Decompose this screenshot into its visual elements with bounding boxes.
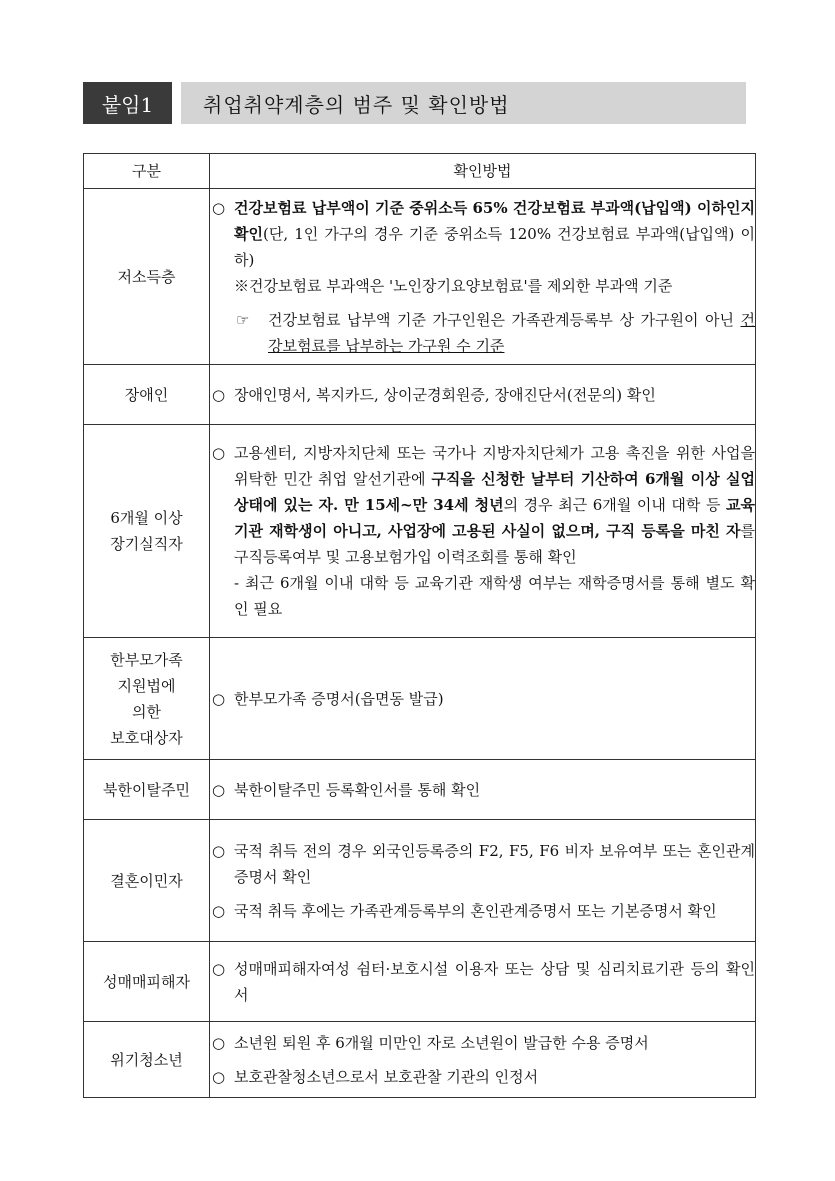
row-long-unemployed — [84, 425, 756, 638]
category-single-parent — [84, 638, 210, 760]
list-item — [210, 440, 755, 570]
method-defector — [210, 760, 756, 820]
circle-bullet-icon: ○ — [212, 780, 226, 799]
category-marriage-immigrant: 결혼이민자 — [84, 820, 210, 942]
item-text: 의 경우 최근 6개월 이내 대학 등 — [503, 496, 726, 514]
method-single-parent — [210, 638, 756, 760]
item-text: 고용센터, 지방자치단체 또는 국가나 지방자치단체가 고용 촉진을 위한 사업을 위탁한 민간 취업 알선기관에 — [234, 444, 755, 488]
item-text: 국적 취득 전의 경우 외국인등록증의 F2, F5, F6 비자 보유여부 또는 혼인관계증명서 확인 — [234, 841, 755, 886]
item-text: 건강보험료 납부액 기준 가구인원은 가족관계등록부 상 가구원이 아닌 — [268, 310, 741, 329]
underlined-text: 건강보험료를 납부하는 가구원 수 기준 — [268, 310, 755, 355]
item-text: 를 구직등록여부 및 고용보험가입 이력조회를 통해 확인 — [234, 522, 755, 566]
circle-bullet-icon: ○ — [212, 444, 226, 462]
bold-text: 구직을 신청한 날부터 기산하여 6개월 이상 실업상태에 있는 자. 만 15세~만 34세 청년 — [234, 470, 755, 514]
category-line: 장기실직자 — [110, 535, 183, 553]
circle-bullet-icon: ○ — [212, 959, 226, 978]
list-item — [210, 956, 755, 1008]
item-text: 소년원 퇴원 후 6개월 미만인 자로 소년원이 발급한 수용 증명서 — [234, 1033, 649, 1052]
category-at-risk-youth: 위기청소년 — [84, 1022, 210, 1098]
item-text: 보호관찰청소년으로서 보호관찰 기관의 인정서 — [234, 1067, 539, 1086]
pointing-hand-icon: ☞ — [236, 310, 250, 329]
row-single-parent — [84, 638, 756, 760]
category-table — [83, 153, 756, 1098]
category-line: 의한 — [132, 702, 161, 721]
header-category: 구분 — [84, 154, 210, 189]
list-item — [210, 777, 755, 803]
category-line: 지원법에 — [117, 676, 176, 695]
row-low-income — [84, 189, 756, 365]
category-line: 한부모가족 — [110, 650, 183, 669]
list-item — [210, 382, 755, 408]
category-line: 보호대상자 — [110, 728, 183, 747]
category-disabled: 장애인 — [84, 365, 210, 425]
list-item — [210, 195, 755, 273]
method-long-unemployed — [210, 425, 756, 638]
list-item — [210, 1030, 755, 1056]
title-bar — [83, 82, 746, 124]
item-text: 한부모가족 증명서(읍면동 발급) — [234, 689, 444, 708]
method-at-risk-youth — [210, 1022, 756, 1098]
sub-note: - 최근 6개월 이내 대학 등 교육기관 재학생 여부는 재학증명서를 통해 별도 확인 필요 — [234, 574, 755, 618]
row-trafficking-victim — [84, 942, 756, 1022]
row-marriage-immigrant — [84, 820, 756, 942]
method-marriage-immigrant — [210, 820, 756, 942]
bold-text: 건강보험료 납부액이 기준 중위소득 65% 건강보험료 부과액(납입액) 이하인지 확인 — [234, 198, 755, 243]
method-disabled — [210, 365, 756, 425]
list-item — [210, 1064, 755, 1090]
appendix-badge: 붙임1 — [83, 82, 172, 124]
row-at-risk-youth — [84, 1022, 756, 1098]
circle-bullet-icon: ○ — [212, 689, 226, 708]
list-item — [210, 898, 755, 924]
circle-bullet-icon: ○ — [212, 198, 226, 217]
circle-bullet-icon: ○ — [212, 841, 226, 860]
method-low-income — [210, 189, 756, 365]
item-text: (단, 1인 가구의 경우 기준 중위소득 120% 건강보험료 부과액(납입액) 이하) — [234, 224, 755, 269]
page-title: 취업취약계층의 범주 및 확인방법 — [181, 82, 746, 124]
reference-item — [210, 307, 755, 359]
item-text: 성매매피해자여성 쉼터·보호시설 이용자 또는 상담 및 심리치료기관 등의 확인서 — [234, 959, 755, 1004]
header-method: 확인방법 — [210, 154, 756, 189]
bold-text: 교육기관 재학생이 아니고, 사업장에 고용된 사실이 없으며, 구직 등록을 마친 자 — [234, 496, 755, 540]
category-defector: 북한이탈주민 — [84, 760, 210, 820]
note-text: ※건강보험료 부과액은 '노인장기요양보험료'를 제외한 부과액 기준 — [234, 276, 673, 295]
list-item — [210, 838, 755, 890]
method-trafficking-victim — [210, 942, 756, 1022]
circle-bullet-icon: ○ — [212, 1067, 226, 1086]
category-line: 6개월 이상 — [110, 509, 183, 527]
row-defector — [84, 760, 756, 820]
circle-bullet-icon: ○ — [212, 901, 226, 920]
item-text: 국적 취득 후에는 가족관계등록부의 혼인관계증명서 또는 기본증명서 확인 — [234, 901, 717, 920]
row-disabled — [84, 365, 756, 425]
table-header-row — [84, 154, 756, 189]
item-text: 북한이탈주민 등록확인서를 통해 확인 — [234, 780, 481, 799]
category-trafficking-victim: 성매매피해자 — [84, 942, 210, 1022]
circle-bullet-icon: ○ — [212, 1033, 226, 1052]
item-text: 장애인명서, 복지카드, 상이군경회원증, 장애진단서(전문의) 확인 — [234, 385, 656, 404]
category-low-income: 저소득층 — [84, 189, 210, 365]
list-item — [210, 686, 755, 712]
category-long-unemployed — [84, 425, 210, 638]
circle-bullet-icon: ○ — [212, 385, 226, 404]
